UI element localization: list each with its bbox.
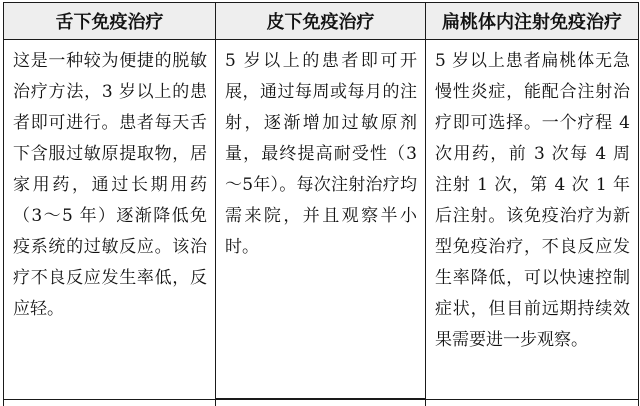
immunotherapy-comparison-table [3, 2, 639, 406]
immunotherapy-comparison-table-wrapper [3, 2, 638, 403]
header-subcutaneous-immunotherapy: 皮下免疫治疗 [216, 3, 426, 40]
cell-intratonsillar-description: 5 岁以上患者扁桃体无急慢性炎症，能配合注射治疗即可选择。一个疗程 4 次用药，前 3 次每 4 周注射 1 次，第 4 次 1 年后注射。该免疫治疗为新型免疫治疗，不良反应发生率降低，可以快速控制症状，但目前远期持续效果需要进一步观察。 [426, 40, 639, 400]
header-intratonsillar-immunotherapy: 扁桃体内注射免疫治疗 [426, 3, 639, 40]
cell-sublingual-description: 这是一种较为便捷的脱敏治疗方法，3 岁以上的患者即可进行。患者每天舌下含服过敏原提取物，居家用药，通过长期用药（3～5 年）逐渐降低免疫系统的过敏反应。该治疗不良反应发生率低，反应轻。 [4, 40, 216, 400]
table-row [4, 40, 639, 400]
header-sublingual-immunotherapy: 舌下免疫治疗 [4, 3, 216, 40]
cell-subcutaneous-description: 5 岁以上的患者即可开展，通过每周或每月的注射，逐渐增加过敏原剂量，最终提高耐受性（3～5年）。每次注射治疗均需来院，并且观察半小时。 [216, 40, 426, 400]
table-header-row [4, 3, 639, 40]
